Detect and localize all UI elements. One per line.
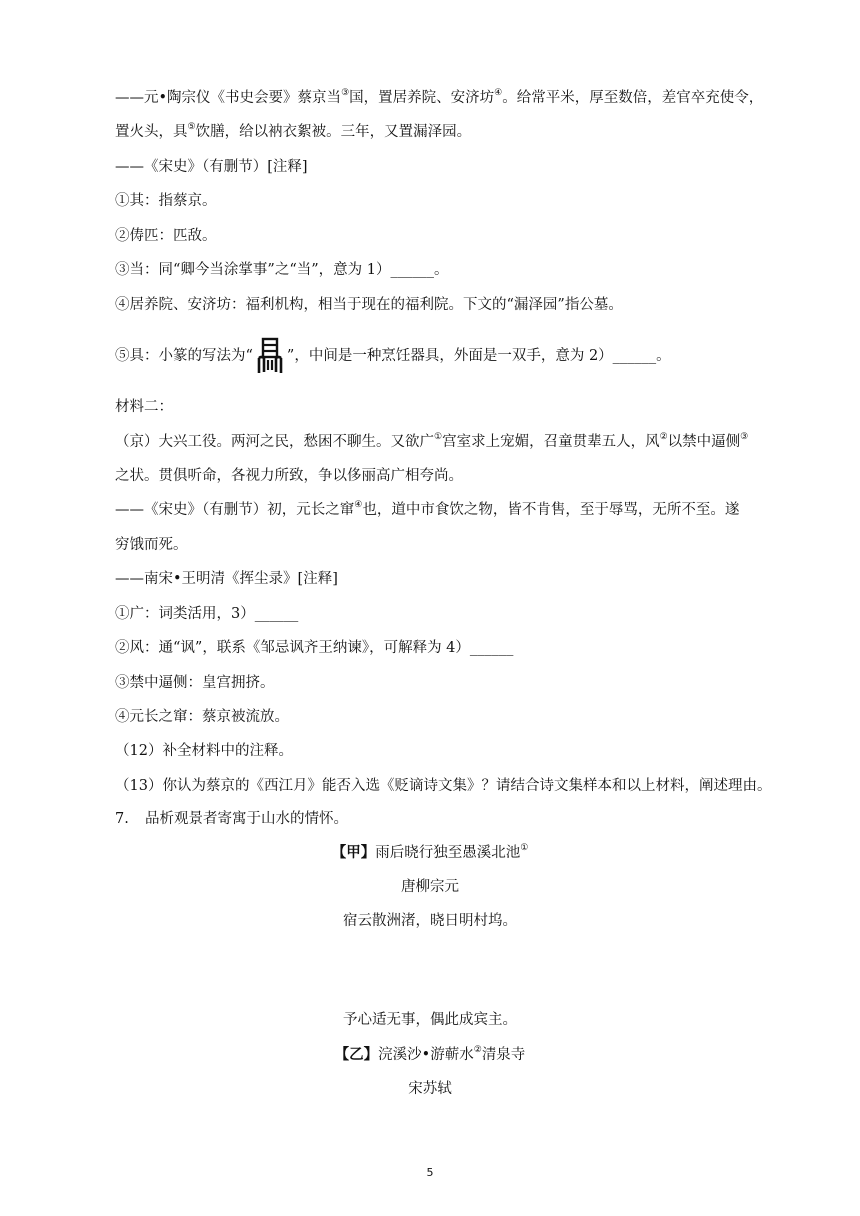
- section-heading: 材料二：: [115, 399, 173, 415]
- question-line: （12）补全材料中的注释。: [115, 743, 293, 759]
- note-line: ②俦匹：匹敌。: [115, 228, 217, 244]
- source-line: ——南宋•王明清《挥尘录》[注释]: [115, 571, 338, 587]
- seal-script-ju-icon: [255, 336, 285, 376]
- note-line: ②风：通“讽”，联系《邹忌讽齐王纳谏》，可解释为 4）______: [115, 640, 514, 656]
- note-line: ④居养院、安济坊：福利机构，相当于现在的福利院。下文的“漏泽园”指公墓。: [115, 297, 623, 313]
- question-7: 7. 品析观景者寄寓于山水的情怀。: [115, 811, 348, 827]
- text-line: 之状。贯俱听命，各视力所致，争以侈丽高广相夸尚。: [115, 468, 463, 484]
- source-line: ——《宋史》（有删节）[注释]: [115, 159, 308, 175]
- note-line: ③当：同“卿今当涂掌事”之“当”，意为 1）______。: [115, 262, 449, 278]
- note-line: ①其：指蔡京。: [115, 193, 217, 209]
- text-line: （京）大兴工役。两河之民，愁困不聊生。又欲广①宫室求上宠媚，召童贯辈五人，风②以禁中逼侧③: [115, 432, 749, 450]
- note-line: ④元长之窜：蔡京被流放。: [115, 709, 289, 725]
- poem-title: 【乙】浣溪沙•游蕲水②清泉寺: [334, 1045, 526, 1063]
- page-number: 5: [426, 1166, 434, 1179]
- note-line: ⑤具：小篆的写法为“ ”，中间是一种烹饪器具，外面是一双手，意为 2）______。: [115, 336, 671, 376]
- text-line: 置火头，具⑤饮膳，给以衲衣絮被。三年，又置漏泽园。: [115, 122, 472, 140]
- poem-line: 宿云散洲渚，晓日明村坞。: [343, 913, 517, 929]
- text-line: ——元•陶宗仪《书史会要》蔡京当③国，置居养院、安济坊④。给常平米，厚至数倍，差官卒充使令，: [115, 88, 764, 106]
- poem-line: 予心适无事，偶此成宾主。: [343, 1012, 517, 1028]
- poem-author: 唐柳宗元: [401, 879, 459, 895]
- text-line: 穷饿而死。: [115, 537, 188, 553]
- poem-title: 【甲】雨后晓行独至愚溪北池①: [331, 843, 529, 861]
- poem-author: 宋苏轼: [408, 1081, 452, 1097]
- note-line: ③禁中逼侧：皇宫拥挤。: [115, 675, 275, 691]
- note-line: ①广：词类活用，3）______: [115, 606, 299, 622]
- question-line: （13）你认为蔡京的《西江月》能否入选《贬谪诗文集》？请结合诗文集样本和以上材料，阐述理由。: [115, 778, 772, 794]
- text-line: ——《宋史》（有删节）初，元长之窜④也，道中市食饮之物，皆不肯售，至于辱骂，无所不至。遂: [115, 500, 740, 518]
